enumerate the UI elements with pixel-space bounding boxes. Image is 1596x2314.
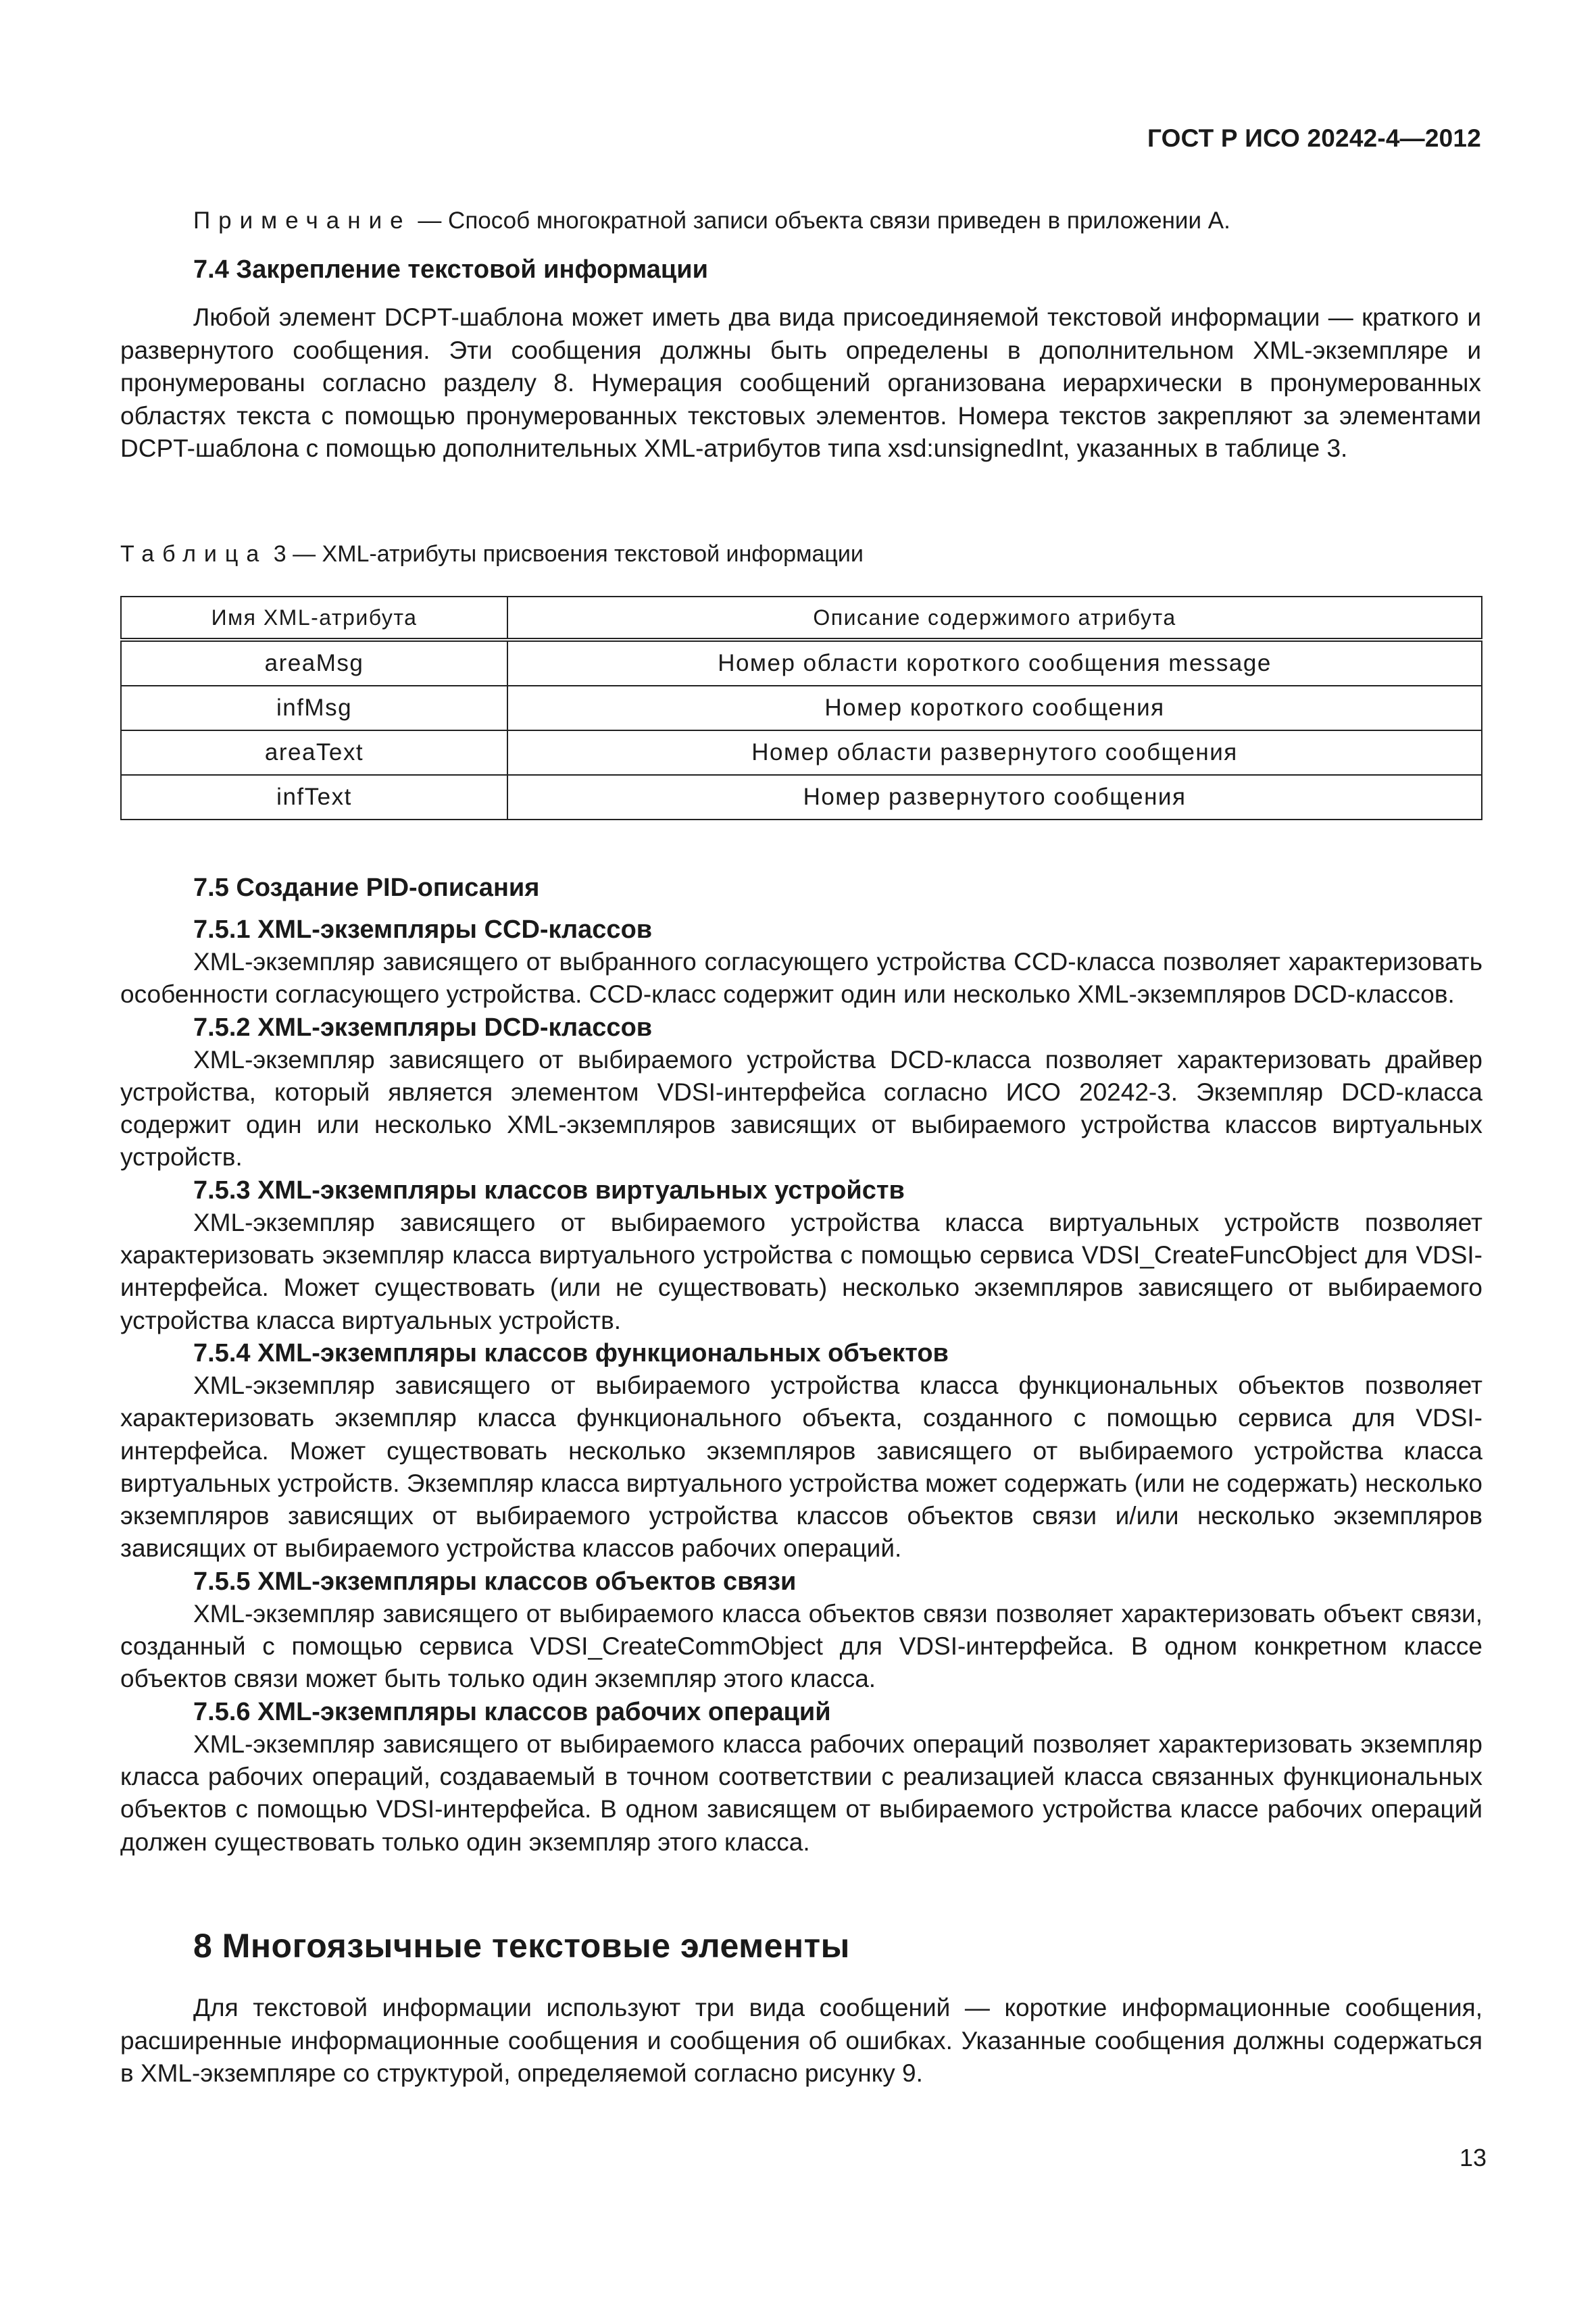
table-cell-attribute: infMsg (121, 686, 507, 730)
table-cell-description: Номер области короткого сообщения message (507, 640, 1482, 686)
note (193, 205, 1230, 237)
subsection-text: XML-экземпляр зависящего от выбираемого устройства DCD-класса позволяет характеризовать драйвер устройства, который является элементом VDSI-интерфейса согласно ИСО 20242-3. Экземпляр DCD-класса содержит один или несколько XML-экземпляров зависящих от выбираемого устройства классов виртуальных устройств. (120, 1045, 1482, 1172)
table-cell-description: Номер развернутого сообщения (507, 775, 1482, 820)
table-row (121, 686, 1482, 730)
table-cell-description: Номер области развернутого сообщения (507, 730, 1482, 775)
attributes-table (120, 596, 1482, 820)
table-header-name: Имя XML-атрибута (121, 597, 507, 640)
table-row (121, 640, 1482, 686)
page-number: 13 (1459, 2144, 1487, 2171)
table-header-description: Описание содержимого атрибута (507, 597, 1482, 640)
table-caption-label: Таблица (120, 541, 268, 567)
subsection-heading: 7.5.2 XML-экземпляры DCD-классов (193, 1013, 653, 1042)
document-code: ГОСТ Р ИСО 20242-4—2012 (1147, 124, 1481, 152)
table-cell-attribute: areaText (121, 730, 507, 775)
subsection-text: XML-экземпляр зависящего от выбираемого класса рабочих операций позволяет характеризовать экземпляр класса рабочих операций, создаваемый в точном соответствии с реализацией класса связанных функциональных объектов с помощью VDSI-интерфейса. В одном зависящем от выбираемого устройства классе рабочих операций должен существовать только один экземпляр этого класса. (120, 1730, 1482, 1856)
table-row (121, 730, 1482, 775)
table-cell-attribute: areaMsg (121, 640, 507, 686)
subsection-text: XML-экземпляр зависящего от выбираемого класса объектов связи позволяет характеризовать объект связи, созданный с помощью сервиса VDSI_CreateCommObject для VDSI-интерфейса. В одном конкретном классе объектов связи может быть только один экземпляр этого класса. (120, 1599, 1482, 1693)
subsection-heading: 7.5.5 XML-экземпляры классов объектов связи (193, 1567, 797, 1596)
section-7-4-heading: 7.4 Закрепление текстовой информации (193, 255, 708, 284)
section-8-paragraph: Для текстовой информации используют три вида сообщений — короткие информационные сообщения, расширенные информационные сообщения и сообщения об ошибках. Указанные сообщения должны содержаться в XML-экземпляре со структурой, определяемой согласно рисунку 9. (120, 1994, 1482, 2087)
table-cell-attribute: infText (121, 775, 507, 820)
subsection-heading: 7.5.3 XML-экземпляры классов виртуальных устройств (193, 1176, 905, 1205)
subsection-text: XML-экземпляр зависящего от выбираемого устройства класса виртуальных устройств позволяет характеризовать экземпляр класса виртуального устройства с помощью сервиса VDSI_CreateFuncObject для VDSI-интерфейса. Может существовать (или не существовать) несколько экземпляров зависящего от выбираемого устройства класса виртуальных устройств. (120, 1208, 1483, 1334)
subsection-heading: 7.5.4 XML-экземпляры классов функциональных объектов (193, 1338, 949, 1367)
subsection-text: XML-экземпляр зависящего от выбранного согласующего устройства CCD-класса позволяет характеризовать особенности согласующего устройства. CCD-класс содержит один или несколько XML-экземпляров DCD-классов. (120, 948, 1482, 1009)
section-8-heading: 8 Многоязычные текстовые элементы (193, 1927, 850, 1965)
note-label: Примечание (193, 207, 412, 234)
section-7-5 (120, 872, 1482, 1859)
table-caption (120, 538, 864, 570)
section-7-5-heading: 7.5 Создание PID-описания (193, 874, 540, 902)
table-row (121, 775, 1482, 820)
subsection-text: XML-экземпляр зависящего от выбираемого устройства класса функциональных объектов позволяет характеризовать экземпляр класса функционального объекта, созданного с помощью сервиса для VDSI-интерфейса. Может существовать несколько экземпляров зависящего от выбираемого устройства класса виртуальных устройств. Экземпляр класса виртуального устройства может содержать (или не содержать) несколько экземпляров зависящих от выбираемого устройства классов объектов связи и/или несколько экземпляров зависящих от выбираемого устройства классов рабочих операций. (120, 1371, 1483, 1563)
note-text: — Способ многократной записи объекта связи приведен в приложении А. (411, 207, 1230, 234)
table-cell-description: Номер короткого сообщения (507, 686, 1482, 730)
section-7-4-paragraph: Любой элемент DCPT-шаблона может иметь два вида присоединяемой текстовой информации — краткого и развернутого сообщения. Эти сообщения должны быть определены в дополнительном XML-экземпляре и пронумерованы согласно разделу 8. Нумерация сообщений организована иерархически в пронумерованных областях текста с помощью пронумерованных текстовых элементов. Номера текстов закрепляют за элементами DCPT-шаблона с помощью дополнительных XML-атрибутов типа xsd:unsignedInt, указанных в таблице 3. (120, 303, 1481, 462)
table-caption-text: 3 — XML-атрибуты присвоения текстовой информации (267, 541, 864, 567)
subsection-heading: 7.5.6 XML-экземпляры классов рабочих операций (193, 1697, 831, 1726)
subsection-heading: 7.5.1 XML-экземпляры CCD-классов (193, 915, 653, 944)
